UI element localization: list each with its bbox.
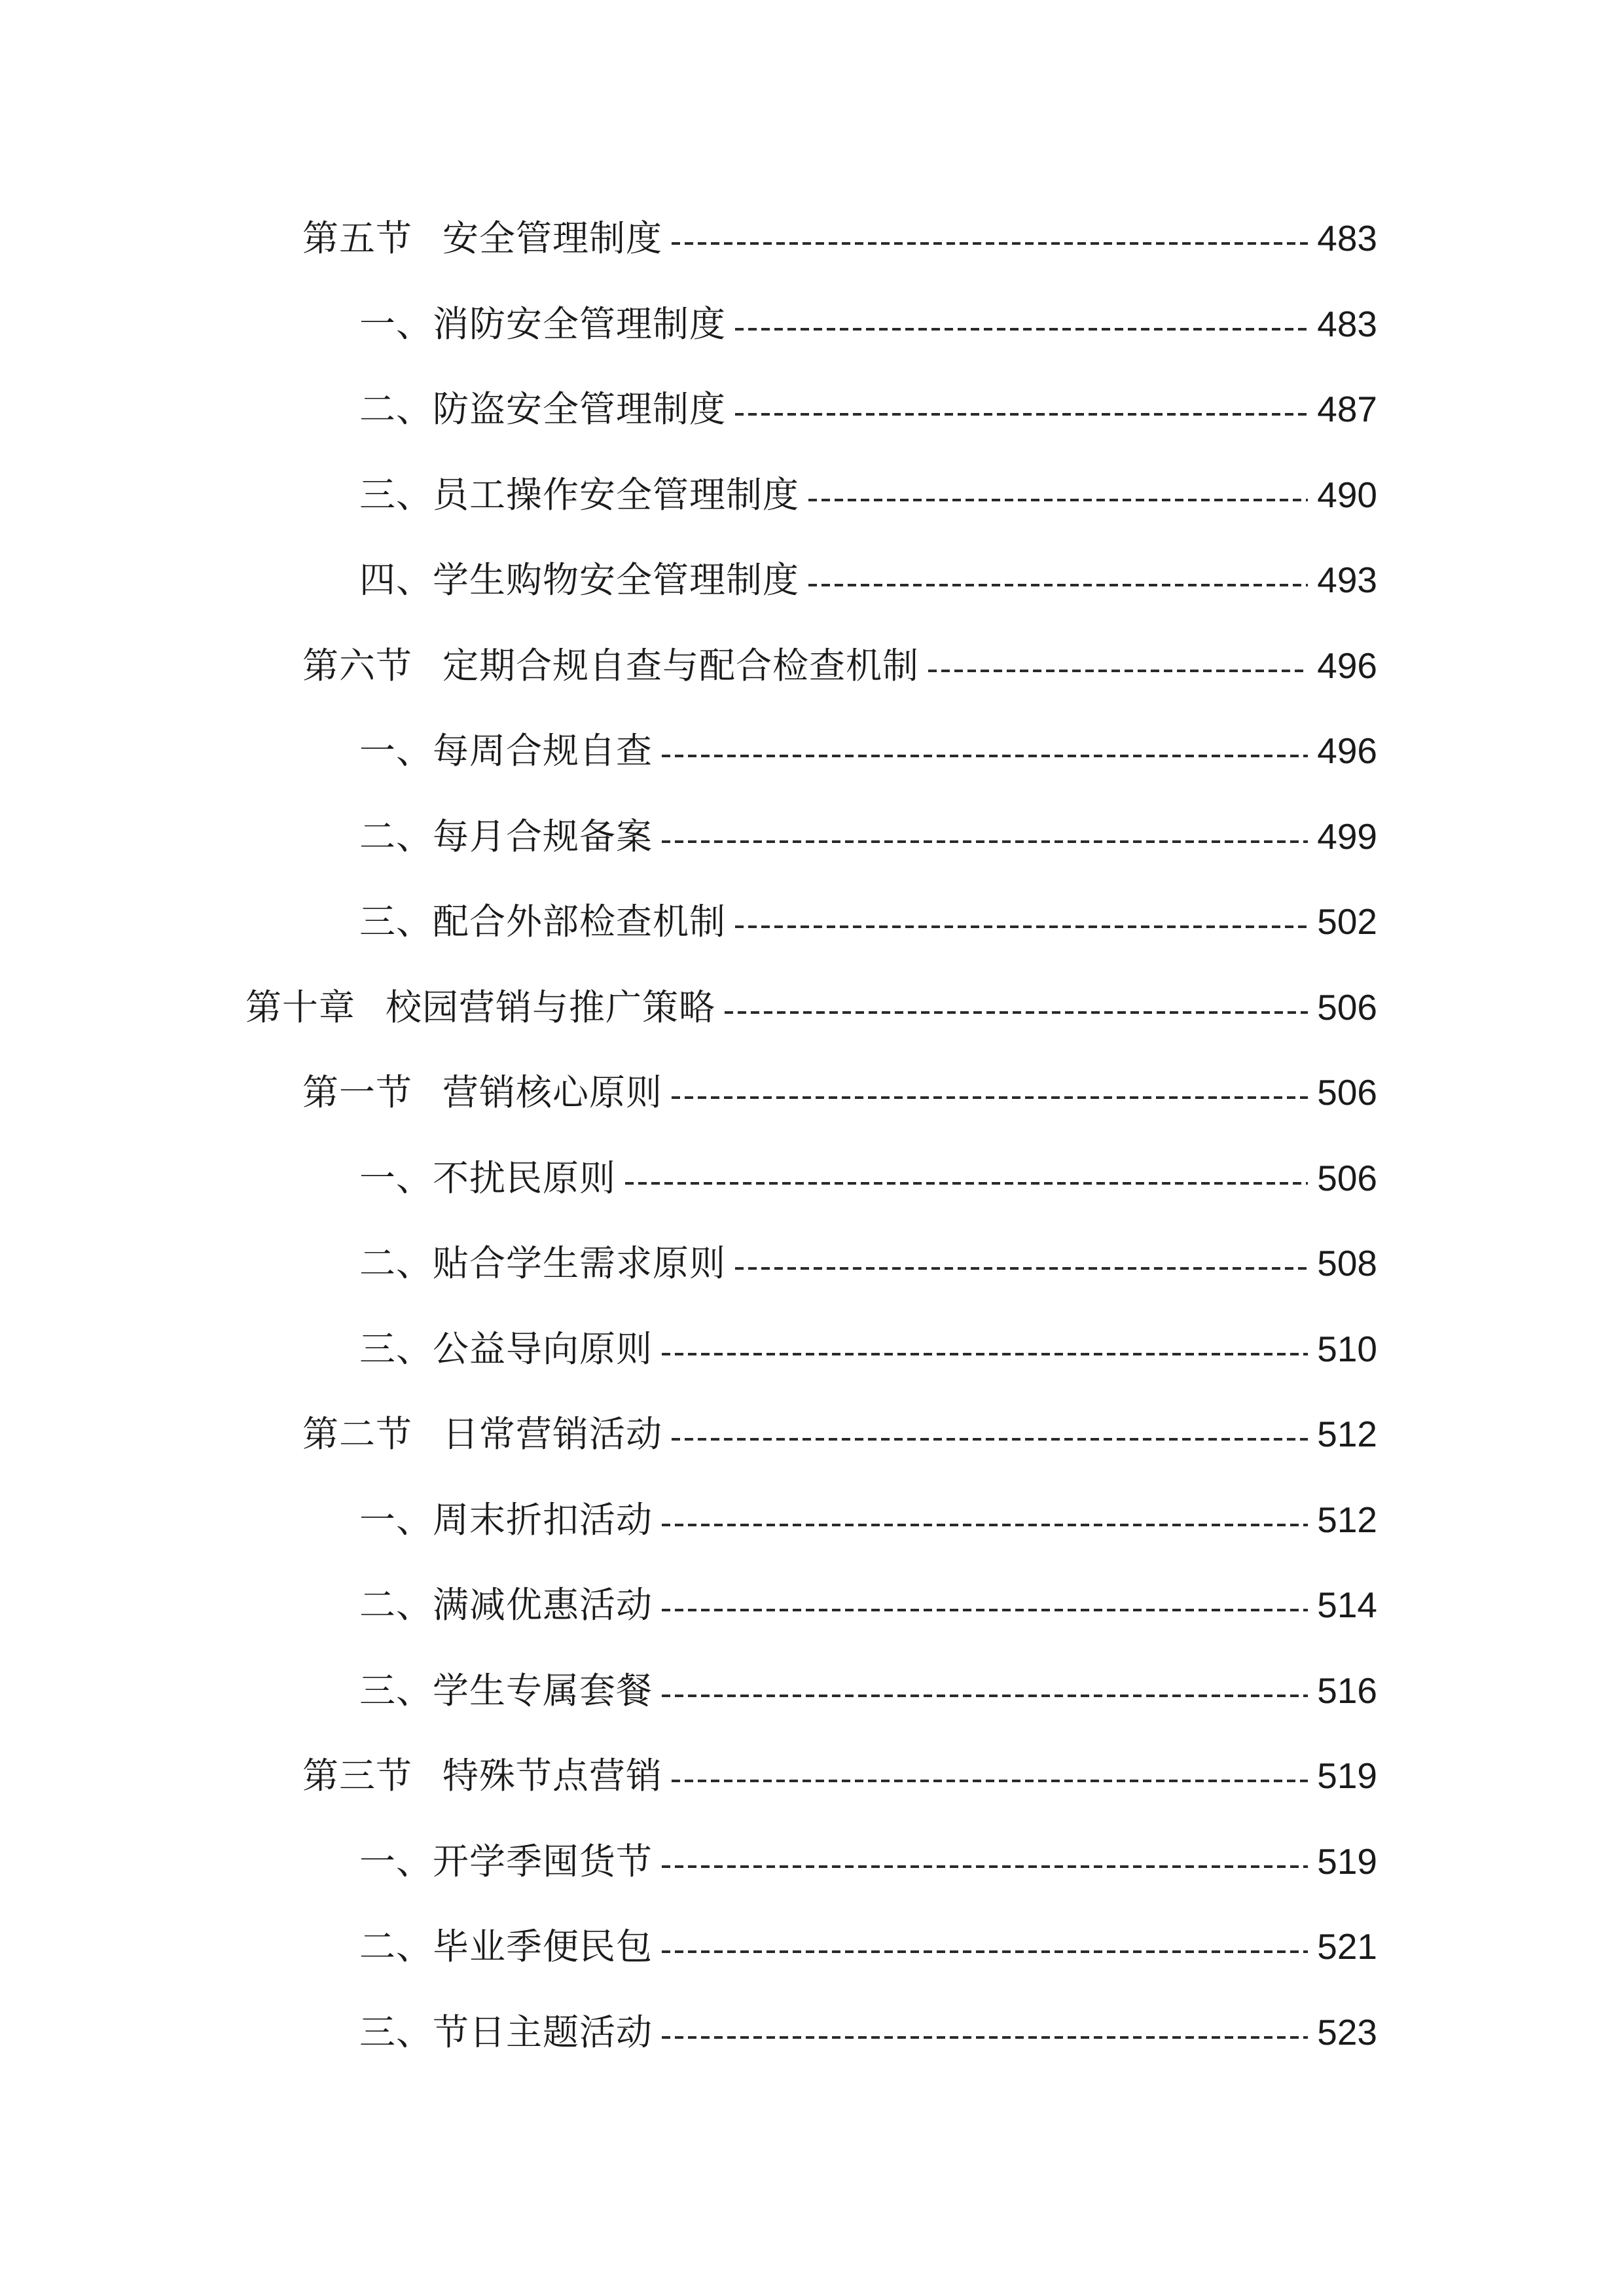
toc-entry-title (359, 1579, 653, 1631)
dash-leader (662, 1865, 1308, 1868)
toc-entry-text: 日常营销活动 (442, 1413, 663, 1455)
toc-entry-label: 第三节 (302, 1755, 413, 1797)
dash-leader (808, 499, 1308, 501)
toc-entry-item[interactable] (359, 1664, 1377, 1717)
toc-entry-text: 校园营销与推广策略 (386, 986, 716, 1028)
toc-entry-title (302, 212, 662, 264)
dash-leader (625, 1182, 1308, 1185)
toc-entry-text: 二、毕业季便民包 (359, 1926, 653, 1967)
toc-entry-item[interactable] (359, 1920, 1377, 1973)
dash-leader (672, 1780, 1308, 1782)
toc-entry-title (359, 1152, 616, 1204)
toc-page-number: 510 (1317, 1329, 1377, 1369)
toc-entry-title (359, 810, 653, 863)
toc-entry-item[interactable] (359, 1152, 1377, 1204)
toc-entry-section[interactable] (302, 1749, 1377, 1802)
toc-page-number: 483 (1317, 304, 1377, 344)
toc-entry-label: 第六节 (302, 645, 413, 687)
dash-leader (662, 2036, 1308, 2039)
toc-entry-section[interactable] (302, 639, 1377, 692)
dash-leader (672, 1096, 1308, 1099)
toc-entry-item[interactable] (359, 1835, 1377, 1888)
toc-page-number: 506 (1317, 1072, 1377, 1113)
dash-leader (662, 1695, 1308, 1697)
toc-entry-title (302, 1749, 662, 1802)
dash-leader (735, 413, 1308, 416)
toc-entry-text: 定期合规自查与配合检查机制 (442, 645, 920, 687)
toc-entry-title (302, 639, 919, 692)
toc-entry-title (359, 383, 726, 435)
toc-entry-text: 三、节日主题活动 (359, 2011, 653, 2053)
toc-page-number: 516 (1317, 1670, 1377, 1711)
toc-entry-title (359, 1664, 653, 1717)
toc-entry-text: 三、配合外部检查机制 (359, 901, 727, 942)
dash-leader (735, 925, 1308, 928)
toc-entry-section[interactable] (302, 1066, 1377, 1119)
toc-page-number: 521 (1317, 1926, 1377, 1967)
toc-page-number: 523 (1317, 2012, 1377, 2053)
toc-entry-title (302, 1066, 662, 1119)
toc-entry-title (302, 1408, 662, 1460)
toc-entry-text: 二、每月合规备案 (359, 816, 653, 857)
toc-entry-title (359, 725, 653, 777)
toc-page-number: 502 (1317, 901, 1377, 942)
toc-entry-text: 三、公益导向原则 (359, 1328, 653, 1370)
toc-entry-item[interactable] (359, 383, 1377, 435)
toc-entry-text: 安全管理制度 (442, 217, 663, 259)
toc-entry-item[interactable] (359, 1579, 1377, 1631)
toc-entry-item[interactable] (359, 298, 1377, 350)
toc-entry-item[interactable] (359, 554, 1377, 606)
toc-entry-chapter[interactable] (245, 981, 1377, 1033)
toc-entry-title (359, 1237, 726, 1289)
toc-page-number: 506 (1317, 987, 1377, 1028)
dash-leader (808, 584, 1308, 586)
toc-entry-text: 二、防盗安全管理制度 (359, 388, 727, 430)
dash-leader (672, 242, 1308, 245)
toc-entry-text: 一、周末折扣活动 (359, 1499, 653, 1541)
toc-entry-item[interactable] (359, 895, 1377, 948)
toc-entry-section[interactable] (302, 212, 1377, 264)
toc-entry-label: 第一节 (302, 1071, 413, 1113)
dash-leader (662, 1950, 1308, 1953)
toc-page-number: 506 (1317, 1158, 1377, 1198)
toc-entry-text: 一、消防安全管理制度 (359, 303, 727, 345)
dash-leader (662, 840, 1308, 843)
toc-entry-item[interactable] (359, 1494, 1377, 1546)
toc-page-number: 519 (1317, 1755, 1377, 1796)
toc-entry-item[interactable] (359, 1323, 1377, 1375)
dash-leader (662, 1609, 1308, 1611)
toc-entry-item[interactable] (359, 810, 1377, 863)
toc-entry-title (359, 2006, 653, 2058)
toc-entry-text: 一、开学季囤货节 (359, 1840, 653, 1882)
toc-entry-title (359, 469, 799, 521)
dash-leader (662, 1353, 1308, 1355)
toc-entry-text: 一、不扰民原则 (359, 1157, 617, 1199)
dash-leader (735, 1267, 1308, 1270)
toc-page-number: 514 (1317, 1585, 1377, 1625)
toc-page-number: 487 (1317, 389, 1377, 429)
toc-entry-section[interactable] (302, 1408, 1377, 1460)
toc-page-number: 490 (1317, 475, 1377, 515)
dash-leader (662, 1524, 1308, 1526)
toc-page-number: 512 (1317, 1414, 1377, 1454)
toc-entry-title (245, 981, 715, 1033)
toc-entry-title (359, 554, 799, 606)
toc-page-number: 493 (1317, 560, 1377, 600)
toc-entry-label: 第二节 (302, 1413, 413, 1455)
toc-entry-text: 二、贴合学生需求原则 (359, 1242, 727, 1284)
dash-leader (928, 670, 1308, 672)
toc-entry-item[interactable] (359, 469, 1377, 521)
dash-leader (725, 1011, 1308, 1014)
toc-entry-text: 三、学生专属套餐 (359, 1670, 653, 1712)
toc-entry-text: 特殊节点营销 (442, 1755, 663, 1797)
toc-entry-item[interactable] (359, 1237, 1377, 1289)
dash-leader (662, 755, 1308, 757)
toc-entry-title (359, 1494, 653, 1546)
dash-leader (672, 1438, 1308, 1441)
toc-entry-title (359, 1323, 653, 1375)
toc-page-number: 519 (1317, 1841, 1377, 1882)
toc-entry-title (359, 1835, 653, 1888)
toc-entry-text: 三、员工操作安全管理制度 (359, 474, 800, 516)
toc-page-number: 496 (1317, 645, 1377, 686)
toc-entry-title (359, 1920, 653, 1973)
toc-entry-title (359, 298, 726, 350)
toc-page-number: 508 (1317, 1243, 1377, 1283)
toc-entry-title (359, 895, 726, 948)
toc-entry-text: 一、每周合规自查 (359, 730, 653, 772)
toc-entry-item[interactable] (359, 2006, 1377, 2058)
toc-entry-text: 二、满减优惠活动 (359, 1584, 653, 1626)
toc-entry-label: 第五节 (302, 217, 413, 259)
toc-page-number: 512 (1317, 1499, 1377, 1540)
toc-page-number: 496 (1317, 730, 1377, 771)
toc-page-number: 483 (1317, 218, 1377, 259)
toc-entry-item[interactable] (359, 725, 1377, 777)
toc-entry-text: 四、学生购物安全管理制度 (359, 559, 800, 601)
toc-entry-label: 第十章 (245, 986, 356, 1028)
toc-entry-text: 营销核心原则 (442, 1071, 663, 1113)
dash-leader (735, 328, 1308, 331)
toc-page-number: 499 (1317, 816, 1377, 857)
